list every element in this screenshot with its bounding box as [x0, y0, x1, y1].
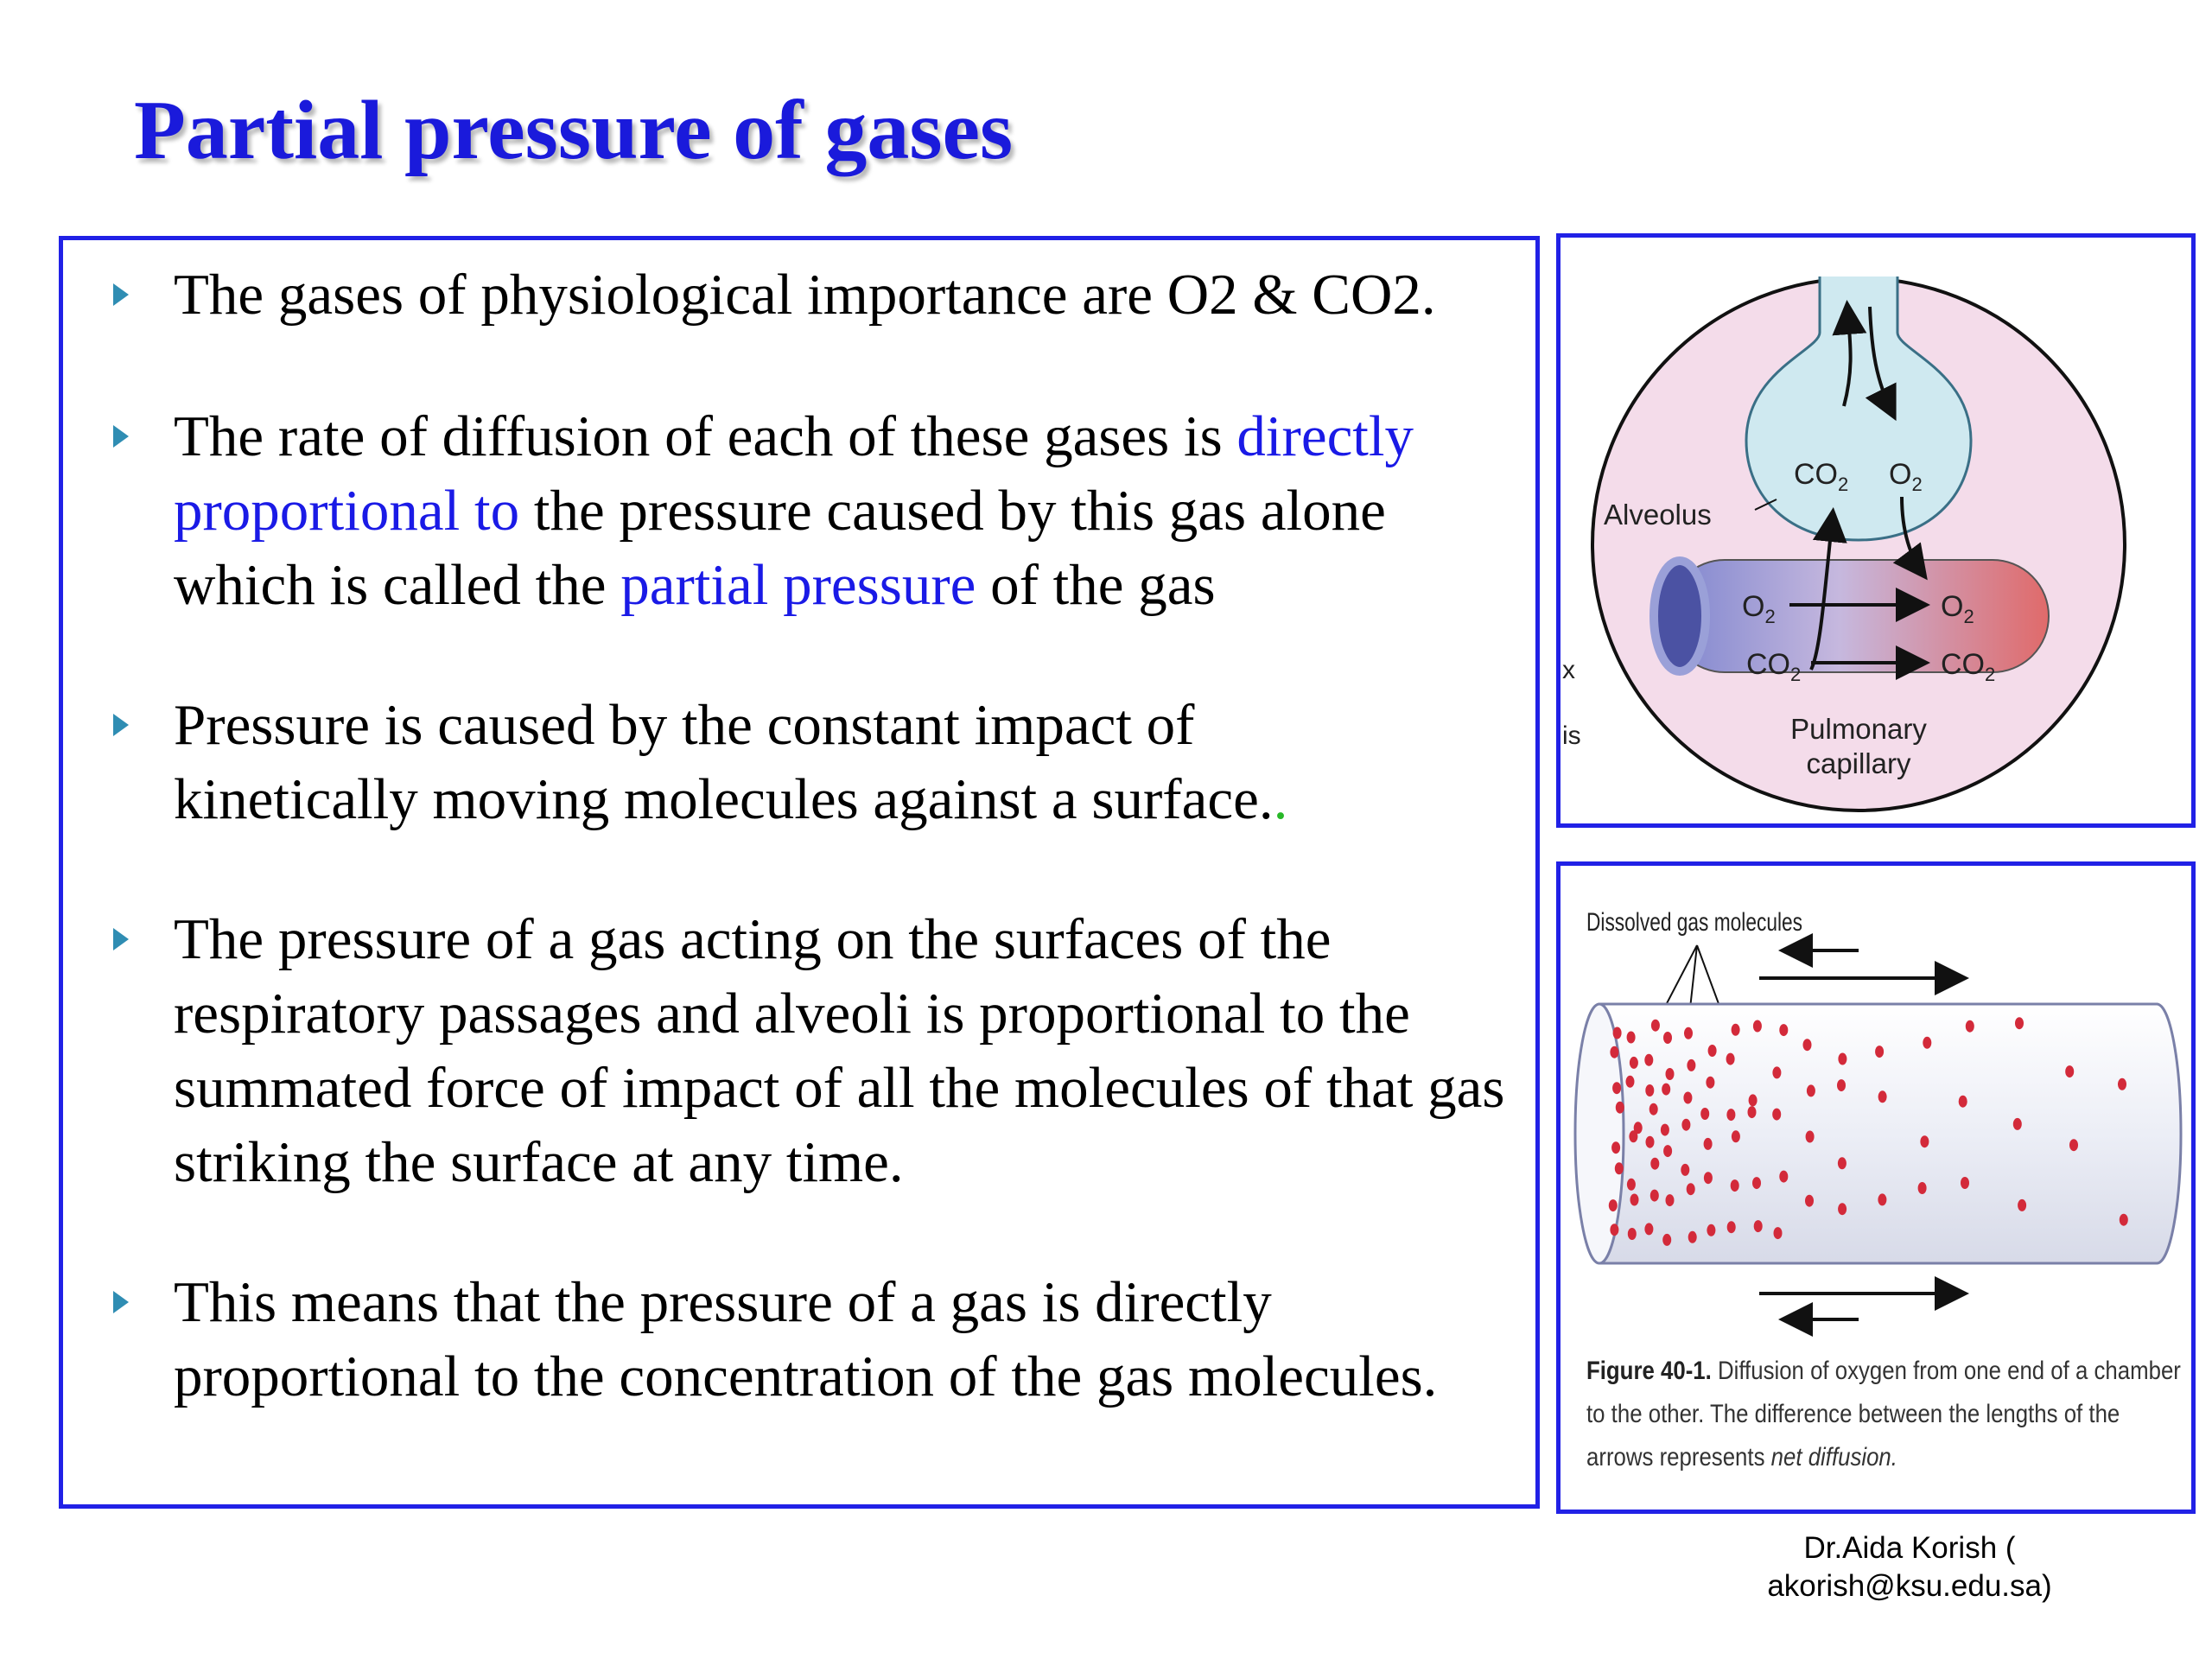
gas-molecule-dot: [1772, 1109, 1781, 1121]
gas-molecule-dot: [1923, 1037, 1931, 1049]
pointer-line: [1697, 945, 1720, 1008]
gas-molecule-dot: [1732, 1130, 1740, 1142]
gas-molecule-dot: [1805, 1195, 1814, 1207]
bullet-rate-of-diffusion: [174, 399, 1522, 622]
bullet-text: The rate of diffusion of each of these gases is: [174, 404, 1237, 468]
bullet-arrow-icon: [113, 714, 129, 736]
edge-text-is: is: [1562, 721, 1581, 750]
gas-molecule-dot: [1753, 1020, 1762, 1033]
label-pulmonary: Pulmonary: [1790, 713, 1927, 745]
gas-molecule-dot: [1663, 1145, 1672, 1157]
gas-molecule-dot: [1749, 1094, 1758, 1106]
gas-molecule-dot: [1687, 1183, 1695, 1195]
gas-molecule-dot: [1803, 1039, 1812, 1051]
gas-molecule-dot: [2120, 1214, 2128, 1226]
bullet-text: Pressure is caused by the constant impact of kinetically moving molecules against a surface.: [174, 693, 1274, 831]
gas-molecule-dot: [1666, 1194, 1675, 1206]
author-name: Dr.Aida Korish (: [1803, 1531, 2016, 1565]
gas-molecule-dot: [1681, 1119, 1690, 1131]
bullet-arrow-icon: [113, 425, 129, 448]
pointer-line: [1664, 945, 1697, 1008]
gas-molecule-dot: [1615, 1162, 1624, 1174]
gas-molecule-dot: [1878, 1193, 1886, 1205]
bullet-concentration: [174, 1265, 1539, 1414]
gas-molecule-dot: [1779, 1024, 1788, 1036]
label-dissolved-gas: Dissolved gas molecules: [1586, 908, 1802, 937]
bullet-gases-importance: [174, 257, 1522, 332]
gas-molecule-dot: [1681, 1164, 1689, 1176]
caption-figure-number: Figure 40-1.: [1586, 1357, 1712, 1385]
label-o2-left: $O_2$: [1742, 590, 1776, 627]
gas-molecule-dot: [1838, 1157, 1847, 1169]
gas-molecule-dot: [1772, 1066, 1781, 1078]
bullet-text: The gases of physiological importance are O2 & CO2.: [174, 263, 1436, 327]
gas-molecule-dot: [1616, 1102, 1624, 1114]
gas-molecule-dot: [1875, 1046, 1884, 1058]
gas-molecule-dot: [1666, 1068, 1675, 1080]
gas-molecule-dot: [1683, 1092, 1692, 1104]
bullet-pressure-caused: [174, 688, 1340, 836]
gas-molecule-dot: [1726, 1053, 1735, 1065]
gas-molecule-dot: [1645, 1084, 1654, 1096]
label-alveolus: Alveolus: [1604, 499, 1712, 531]
gas-molecule-dot: [1752, 1177, 1761, 1189]
gas-molecule-dot: [1806, 1131, 1815, 1143]
gas-molecule-dot: [1609, 1199, 1618, 1211]
alveolus-diagram: [1560, 238, 2196, 828]
label-capillary: capillary: [1806, 747, 1911, 779]
gas-molecule-dot: [2013, 1118, 2022, 1130]
gas-molecule-dot: [1650, 1190, 1659, 1202]
diffusion-diagram: [1560, 866, 2196, 1350]
gas-molecule-dot: [1612, 1082, 1621, 1094]
bullet-text: The pressure of a gas acting on the surfaces of the respiratory passages and alveoli is proportional to the summated force of impact of all the molecules of that gas striking the surface at any time.: [174, 907, 1505, 1194]
gas-molecule-dot: [1837, 1079, 1846, 1091]
bullet-arrow-icon: [113, 283, 129, 306]
gas-molecule-dot: [1629, 1130, 1637, 1142]
gas-molecule-dot: [1707, 1224, 1715, 1236]
gas-molecule-dot: [1708, 1045, 1717, 1057]
gas-molecule-dot: [1630, 1194, 1639, 1206]
gas-molecule-dot: [1662, 1234, 1671, 1246]
gas-molecule-dot: [1726, 1109, 1735, 1121]
bullet-arrow-icon: [113, 1291, 129, 1313]
gas-molecule-dot: [1727, 1221, 1736, 1233]
caption-text: Diffusion of oxygen from one end of a chamber to the other. The difference between the lengths of the arrows represents: [1586, 1357, 2181, 1471]
gas-molecule-dot: [1961, 1177, 1969, 1189]
gas-molecule-dot: [1878, 1090, 1887, 1103]
gas-molecule-dot: [1684, 1027, 1693, 1039]
gas-molecule-dot: [1748, 1106, 1757, 1118]
gas-molecule-dot: [2118, 1078, 2126, 1090]
gas-molecule-dot: [1774, 1227, 1783, 1239]
gas-molecule-dot: [1966, 1020, 1974, 1033]
highlight-directly-proportional: directly proportional to: [174, 404, 1414, 543]
diffusion-figure: [1556, 861, 2196, 1514]
gas-molecule-dot: [1704, 1138, 1713, 1150]
gas-molecule-dot: [1959, 1096, 1967, 1108]
author-footer: [1719, 1529, 2100, 1605]
bullet-text: This means that the pressure of a gas is directly proportional to the concentration of the gas molecules.: [174, 1270, 1438, 1408]
gas-molecule-dot: [1644, 1054, 1653, 1066]
bullet-arrow-icon: [113, 928, 129, 950]
gas-molecule-dot: [1613, 1027, 1622, 1039]
gas-molecule-dot: [1731, 1179, 1739, 1192]
gas-molecule-dot: [1611, 1141, 1620, 1154]
gas-molecule-dot: [1838, 1203, 1847, 1215]
gas-molecule-dot: [1610, 1224, 1618, 1236]
figure-caption: [1586, 1350, 2181, 1479]
gas-molecule-dot: [1688, 1231, 1697, 1243]
diffusion-chamber: [1599, 1004, 2181, 1263]
label-o2-right: $O_2$: [1941, 590, 1974, 627]
bullet-pressure-of-gas: [174, 902, 1522, 1199]
bullet-text: of the gas: [976, 553, 1216, 617]
highlight-partial-pressure: partial pressure: [620, 553, 976, 617]
label-co2-left: $CO_2$: [1746, 648, 1802, 685]
alveolus-figure: [1556, 233, 2196, 828]
gas-molecule-dot: [1838, 1053, 1847, 1065]
slide-title: Partial pressure of gases: [134, 84, 1014, 177]
gas-molecule-dot: [1649, 1103, 1658, 1116]
gas-molecule-dot: [1651, 1020, 1660, 1032]
gas-molecule-dot: [1920, 1135, 1929, 1147]
gas-molecule-dot: [1627, 1179, 1636, 1191]
text-box: [59, 236, 1540, 1509]
capillary-opening: [1654, 561, 1706, 671]
gas-molecule-dot: [1628, 1228, 1637, 1240]
gas-molecule-dot: [1687, 1059, 1695, 1071]
gas-molecule-dot: [1700, 1108, 1709, 1120]
label-co2-top: $CO_2$: [1794, 458, 1849, 495]
label-o2-top: $O_2$: [1889, 458, 1923, 495]
gas-molecule-dot: [1779, 1171, 1788, 1183]
author-email: akorish@ksu.edu.sa): [1767, 1569, 2052, 1603]
capillary-tube: [1669, 560, 2049, 672]
gas-molecule-dot: [1706, 1077, 1714, 1089]
gas-molecule-dot: [2015, 1017, 2024, 1029]
caption-italic: net diffusion.: [1770, 1443, 1897, 1471]
gas-molecule-dot: [1663, 1032, 1672, 1044]
edge-text-x: x: [1562, 656, 1575, 684]
gas-molecule-dot: [1627, 1032, 1636, 1044]
gas-molecule-dot: [1610, 1046, 1618, 1058]
gas-molecule-dot: [2069, 1139, 2078, 1151]
gas-molecule-dot: [1646, 1136, 1655, 1148]
gas-molecule-dot: [1661, 1124, 1669, 1136]
gas-molecule-dot: [1650, 1158, 1659, 1170]
gas-molecule-dot: [1918, 1182, 1927, 1194]
gas-molecule-dot: [1704, 1172, 1713, 1184]
gas-molecule-dot: [1754, 1220, 1763, 1232]
gas-molecule-dot: [1807, 1084, 1815, 1096]
bullet-text: the pressure caused by this gas alone which is called the: [174, 479, 1386, 617]
gas-molecule-dot: [1644, 1223, 1653, 1235]
gas-molecule-dot: [2018, 1199, 2026, 1211]
gas-molecule-dot: [2065, 1065, 2074, 1077]
green-period: .: [1273, 767, 1288, 831]
gas-molecule-dot: [1630, 1057, 1638, 1069]
label-co2-right: $CO_2$: [1941, 648, 1996, 685]
gas-molecule-dot: [1732, 1024, 1740, 1036]
gas-molecule-dot: [1662, 1084, 1670, 1096]
gas-molecule-dot: [1626, 1076, 1635, 1088]
